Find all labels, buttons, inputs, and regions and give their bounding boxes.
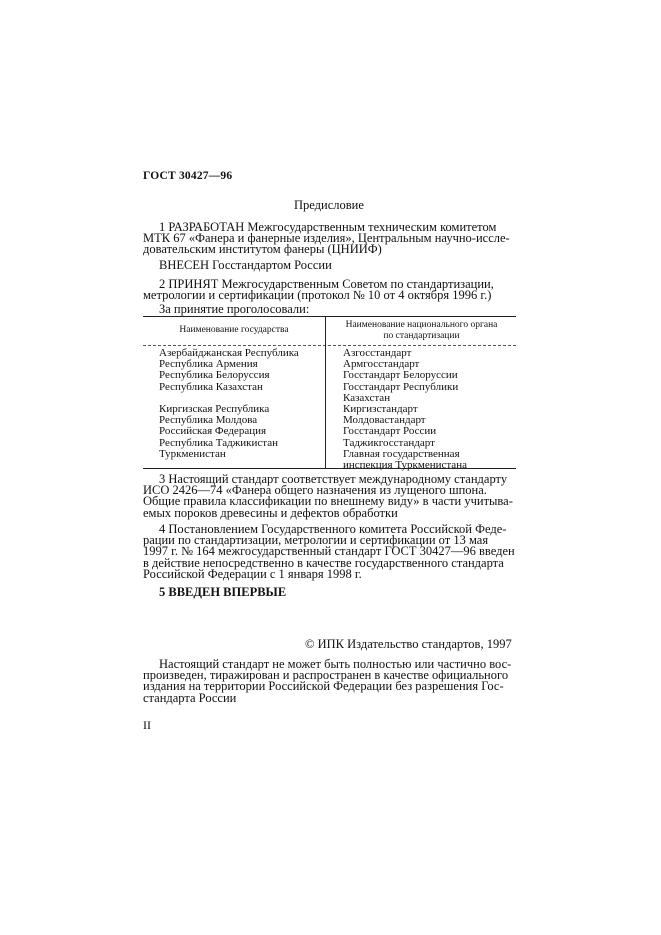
voting-table: [143, 316, 516, 471]
state-cell: Республика Казахстан: [159, 380, 263, 393]
body-cell: Таджикгосстандарт: [343, 436, 435, 449]
bodies-column: [343, 348, 467, 471]
body-cell: Госстандарт России: [343, 425, 437, 438]
state-cell: Киргизская Республика: [159, 402, 270, 415]
body-cell: инспекция Туркменистана: [343, 458, 467, 471]
section-1: [143, 220, 517, 272]
body-cell: Армгосстандарт: [343, 358, 420, 371]
page-title: Предисловие: [294, 198, 364, 212]
section-2-line: 2 ПРИНЯТ Межгосударственным Советом по стандартизации,: [159, 277, 494, 291]
section-3-line: 3 Настоящий стандарт соответствует международному стандарту: [159, 472, 508, 486]
body-cell: Госстандарт Республики: [343, 380, 459, 393]
notice-line: издания на территории Российской Федерации без разрешения Гос-: [143, 679, 504, 694]
section-2: [143, 277, 517, 317]
state-cell: Республика Армения: [159, 358, 258, 371]
state-cell: Российская Федерация: [159, 425, 267, 438]
section-4: [143, 522, 517, 581]
section-3-line: ИСО 2426—74 «Фанера общего назначения из лущеного шпона.: [143, 483, 487, 498]
table-column-divider: [325, 316, 326, 468]
section-4-line: рации по стандартизации, метрологии и сертификации от 13 мая: [143, 533, 489, 548]
section-4-line: в действие непосредственно в качестве государственного стандарта: [143, 555, 504, 570]
table-header-body-line: по стандартизации: [383, 331, 460, 341]
section-1-line: 1 РАЗРАБОТАН Межгосударственным техническим комитетом: [159, 220, 497, 234]
body-cell: Главная государственная: [343, 447, 460, 460]
state-cell: [159, 460, 299, 471]
section-4-line: Российской Федерации с 1 января 1998 г.: [143, 566, 362, 581]
notice-line: Настоящий стандарт не может быть полностью или частично вос-: [159, 657, 512, 671]
table-header-body: [327, 320, 516, 342]
table-header-body-line: Наименование национального органа: [345, 320, 498, 330]
copyright-notice: [143, 657, 517, 705]
state-cell: Туркменистан: [159, 447, 226, 460]
section-4-line: 4 Постановлением Государственного комитета Российской Феде-: [159, 522, 507, 536]
notice-line: стандарта России: [143, 690, 237, 705]
section-3-line: емых пороков древесины и дефектов обработки: [143, 505, 398, 520]
body-cell: Госстандарт Белоруссии: [343, 369, 458, 382]
section-5: 5 ВВЕДЕН ВПЕРВЫЕ: [159, 585, 287, 599]
table-header-state: Наименование государства: [179, 325, 289, 335]
state-cell: Республика Белоруссия: [159, 369, 270, 382]
page-number: II: [143, 718, 151, 732]
voted-label: За принятие проголосовали:: [159, 302, 310, 317]
introduced-by: ВНЕСЕН Госстандартом России: [159, 257, 332, 272]
section-2-line: метрологии и сертификации (протокол № 10 от 4 октября 1996 г.): [143, 288, 492, 303]
body-cell: Молдовастандарт: [343, 414, 426, 427]
section-3: [143, 472, 517, 520]
standard-code: ГОСТ 30427—96: [143, 170, 233, 182]
section-3-line: Общие правила классификации по внешнему виду» в части учитыва-: [143, 494, 513, 509]
table-top-rule: [143, 316, 516, 317]
state-cell: Республика Таджикистан: [159, 436, 278, 449]
table-header-rule: [143, 345, 516, 346]
state-cell: Республика Молдова: [159, 414, 258, 427]
state-cell: Азербайджанская Республика: [159, 347, 299, 359]
body-cell: Азгосстандарт: [343, 347, 412, 359]
notice-line: произведен, тиражирован и распространен в качестве официального: [143, 668, 509, 683]
section-1-line: МТК 67 «Фанера и фанерные изделия», Центральным научно-иссле-: [143, 231, 510, 246]
copyright: © ИПК Издательство стандартов, 1997: [305, 637, 512, 651]
body-cell: Киргизстандарт: [343, 402, 418, 415]
section-1-line: довательским институтом фанеры (ЦНИИФ): [143, 242, 382, 257]
states-column: [159, 348, 299, 471]
section-4-line: 1997 г. № 164 межгосударственный стандарт ГОСТ 30427—96 введен: [143, 544, 515, 559]
body-cell: Казахстан: [343, 391, 391, 404]
